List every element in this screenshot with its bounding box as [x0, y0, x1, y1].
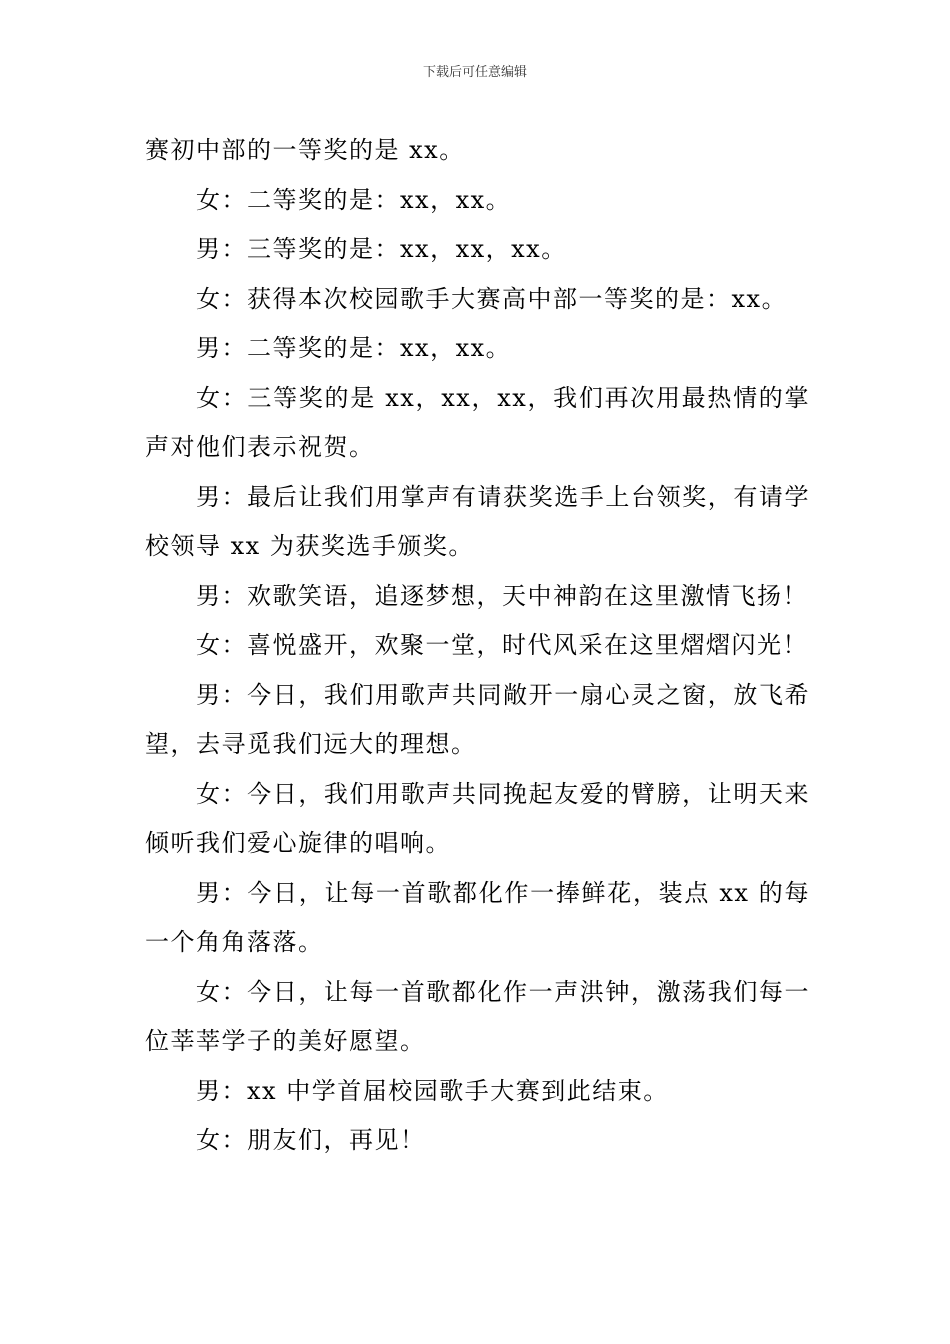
- paragraph: 男：今日，让每一首歌都化作一捧鲜花，装点 xx 的每一个角角落落。: [145, 878, 810, 956]
- paragraph: 女：三等奖的是 xx，xx，xx，我们再次用最热情的掌声对他们表示祝贺。: [145, 383, 810, 461]
- paragraph: 女：今日，我们用歌声共同挽起友爱的臂膀，让明天来倾听我们爱心旋律的唱响。: [145, 779, 810, 857]
- paragraph: 女：喜悦盛开，欢聚一堂，时代风采在这里熠熠闪光！: [196, 631, 808, 659]
- paragraph: 男：今日，我们用歌声共同敞开一扇心灵之窗，放飞希望，去寻觅我们远大的理想。: [145, 680, 810, 758]
- paragraph: 男：三等奖的是：xx，xx，xx。: [196, 235, 567, 263]
- paragraph: 男：欢歌笑语，追逐梦想，天中神韵在这里激情飞扬！: [196, 581, 808, 610]
- page-header: 下载后可任意编辑: [422, 65, 527, 80]
- paragraph: 女：今日，让每一首歌都化作一声洪钟，激荡我们每一位莘莘学子的美好愿望。: [145, 977, 810, 1055]
- paragraph: 女：二等奖的是：xx，xx。: [196, 185, 512, 214]
- paragraph: 赛初中部的一等奖的是 xx。: [145, 136, 465, 164]
- paragraph: 女：朋友们，再见！: [196, 1126, 426, 1154]
- paragraph: 男：xx 中学首届校园歌手大赛到此结束。: [196, 1076, 669, 1105]
- paragraph: 男：二等奖的是：xx，xx。: [196, 334, 512, 362]
- document-body: [145, 126, 810, 1166]
- paragraph: 男：最后让我们用掌声有请获奖选手上台领奖，有请学校领导 xx 为获奖选手颁奖。: [145, 482, 810, 560]
- paragraph: 女：获得本次校园歌手大赛高中部一等奖的是：xx。: [196, 284, 788, 313]
